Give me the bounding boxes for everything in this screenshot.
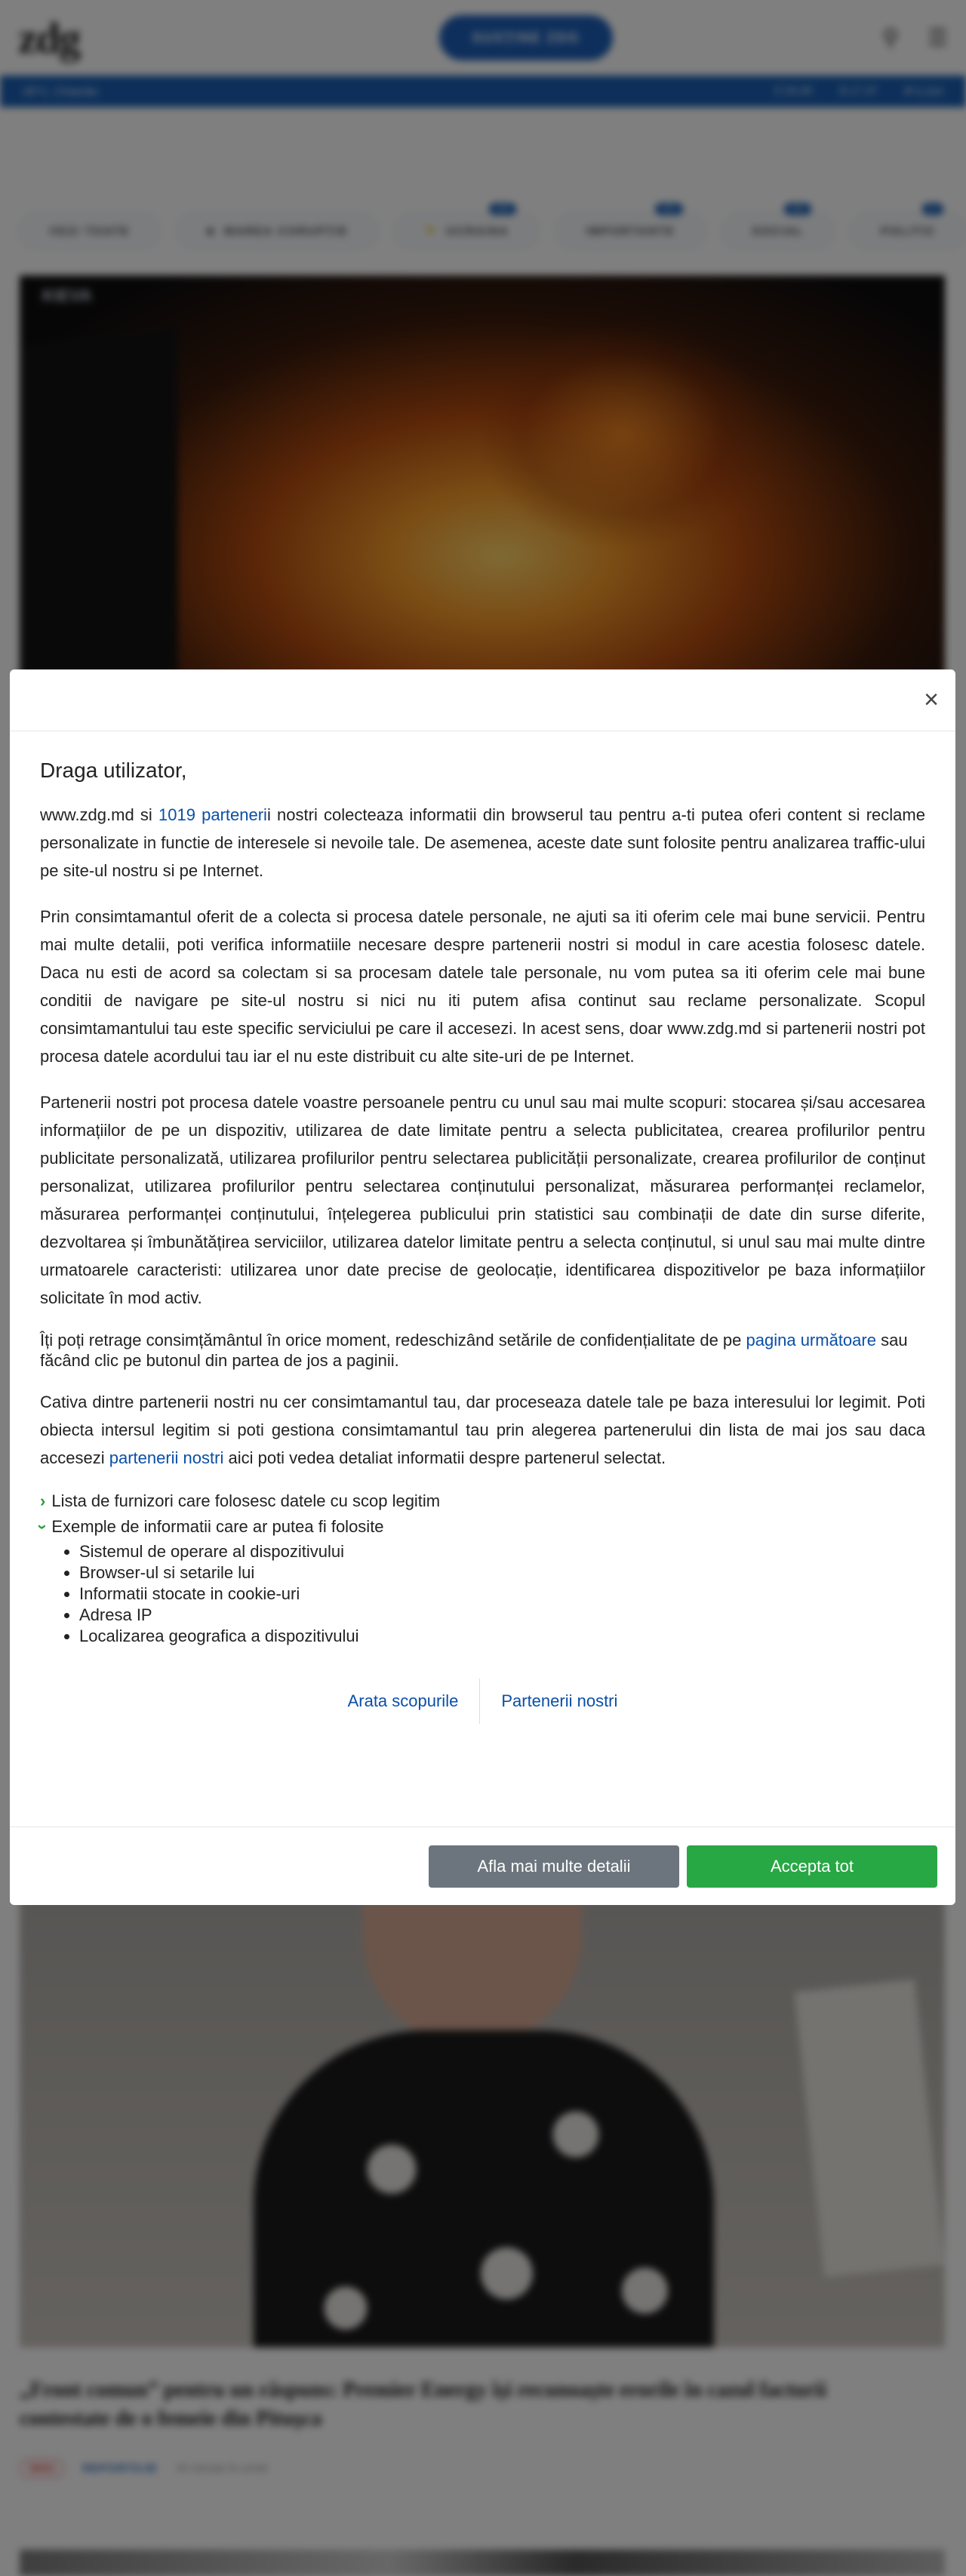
list-item: • Browser-ul si setarile lui — [79, 1562, 925, 1583]
consent-dialog — [10, 669, 955, 1905]
more-details-button[interactable]: Afla mai multe detalii — [429, 1845, 679, 1888]
list-item: • Adresa IP — [79, 1605, 925, 1626]
dialog-header — [10, 669, 955, 731]
consent-paragraph-3: Partenerii nostri pot procesa datele voastre persoanele pentru cu unul sau mai multe scopuri: stocarea și/sau accesarea informațiilor de pe un dispozitiv, utilizarea de date limitate pentru a selecta publicitatea, crearea profilurilor pentru publicitate personalizată, utilizarea profilurilor pentru selectarea publicității personalizate, crearea profilurilor de conținut personalizat, utilizarea profilurilor pentru selectarea conținutului personalizat, măsurarea performanței reclamelor, măsurarea performanței conținutului, înțelegerea publicului prin statistici sau combinații de date din surse diferite, dezvoltarea și îmbunătățirea serviciilor, utilizarea datelor limitate pentru a selecta conținutul, si unul sau mai multe dintre urmatoarele caracteristi: utilizarea unor date precise de geolocație, identificarea dispozitivelor pe baza informațiilor solicitate în mod activ. — [40, 1093, 925, 1307]
consent-paragraph-4 — [40, 1330, 925, 1371]
text-segment: aici poti vedea detaliat informatii despre partenerul selectat. — [223, 1448, 666, 1467]
chevron-right-icon: › — [40, 1491, 46, 1510]
next-page-link[interactable]: pagina următoare — [746, 1331, 876, 1350]
partners-count-link[interactable]: 1019 parteneri — [158, 805, 267, 824]
text-segment: www.zdg.md si — [40, 805, 158, 824]
toggle-label: Exemple de informatii care ar putea fi folosite — [51, 1517, 384, 1536]
dialog-body — [10, 759, 955, 1724]
accept-all-button[interactable]: Accepta tot — [687, 1845, 937, 1888]
our-partners-inline-link[interactable]: partenerii nostri — [109, 1448, 224, 1467]
toggle-label: Lista de furnizori care folosesc datele cu scop legitim — [51, 1491, 441, 1510]
text-segment: i nostri colecteaza informatii din browserul tau pentru a-ti putea oferi content si reclame personalizate in functie de interesele si nevoile tale. De asemenea, aceste date sunt folosite pentru analizarea traffic-ului pe site-ul nostru si pe Internet. — [40, 805, 925, 880]
list-item: • Informatii stocate in cookie-uri — [79, 1583, 925, 1605]
list-item: • Sistemul de operare al dispozitivului — [79, 1541, 925, 1562]
info-examples-list — [79, 1541, 925, 1647]
our-partners-link[interactable]: Partenerii nostri — [501, 1691, 618, 1710]
text-segment: Cativa dintre partenerii nostri nu cer consimtamantul tau, dar proceseaza datele tale pe baza interesului lor legimit. Poti obiecta intersul legitim si poti gestiona consimtamantul tau prin alegerea partenerului din lista de mai jos sau daca accesezi — [40, 1393, 925, 1467]
info-examples-toggle[interactable] — [33, 1516, 925, 1538]
consent-paragraph-2: Prin consimtamantul oferit de a colecta si procesa datele personale, ne ajuti sa iti oferim cele mai bune servicii. Pentru mai multe detalii, poti verifica informatiile necesare despre partenerii nostri si modul in care acestia folosesc datele. Daca nu esti de acord sa colectam si sa procesam datele tale personale, nu vom putea sa iti oferim cele mai bune conditii de navigare pe site-ul nostru si nici nu iti putem afisa continut sau reclame personalizate. Scopul consimtamantului tau este specific serviciului pe care il accesezi. In acest sens, doar www.zdg.md si partenerii nostri pot procesa datele acordului tau iar el nu este distribuit cu alte site-uri de pe Internet. — [40, 907, 925, 1066]
show-purposes-link[interactable]: Arata scopurile — [347, 1691, 459, 1710]
dialog-heading: Draga utilizator, — [40, 759, 187, 782]
dialog-footer — [10, 1827, 955, 1905]
chevron-down-icon: › — [33, 1524, 53, 1530]
close-icon[interactable]: × — [924, 685, 939, 714]
text-segment: sau făcând clic pe butonul din partea de jos a paginii. — [40, 1331, 908, 1370]
dialog-links — [40, 1679, 925, 1724]
legitimate-vendors-toggle[interactable] — [40, 1490, 925, 1513]
consent-paragraph-5 — [40, 1388, 925, 1472]
list-item: • Localizarea geografica a dispozitivului — [79, 1626, 925, 1647]
text-segment: Îți poți retrage consimțământul în orice moment, redeschizând setările de confidențialitate de pe — [40, 1331, 746, 1350]
consent-paragraph-1 — [40, 801, 925, 885]
